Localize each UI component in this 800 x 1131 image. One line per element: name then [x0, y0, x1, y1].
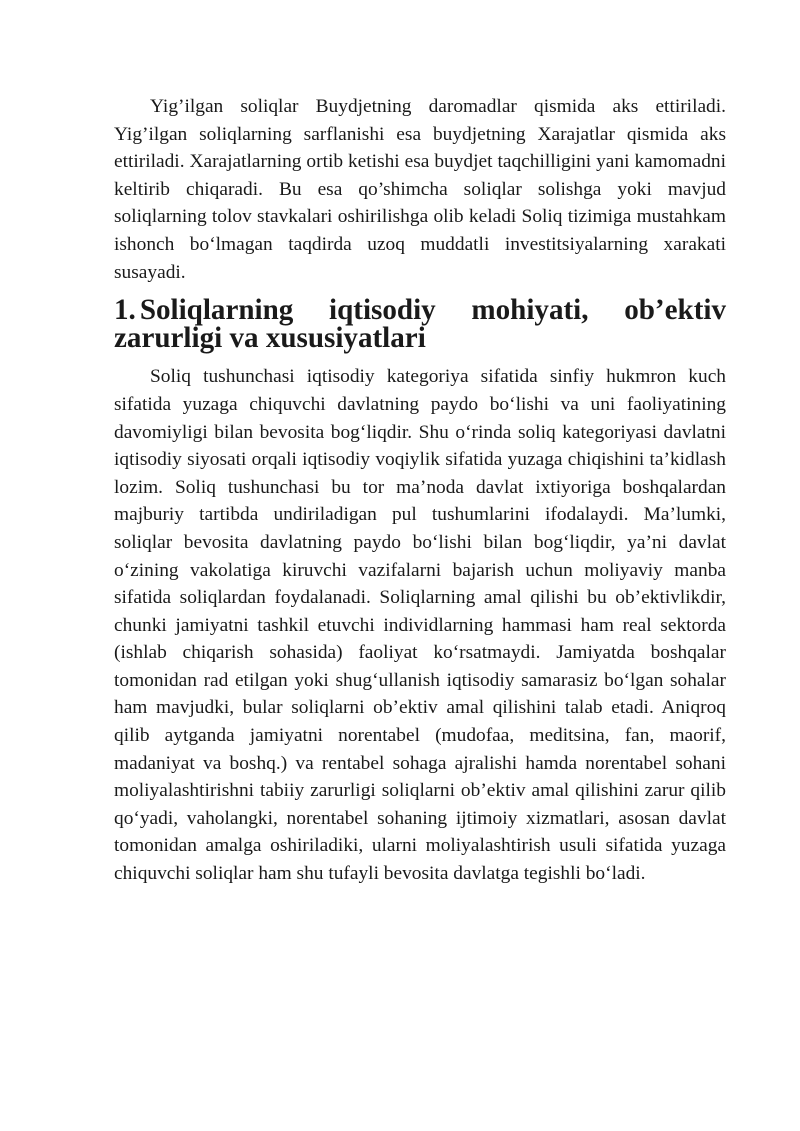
document-page	[114, 93, 726, 888]
intro-paragraph: Yig’ilgan soliqlar Buydjetning daromadlar qismida aks ettiriladi. Yig’ilgan soliqlarning sarflanishi esa buydjetning Xarajatlar qismida aks ettiriladi. Xarajatlarning ortib ketishi esa buydjet taqchilligini yani kamomadni keltirib chiqaradi. Bu esa qo’shimcha soliqlar solishga yoki mavjud soliqlarning tolov stavkalari oshirilishga olib keladi Soliq tizimiga mustahkam ishonch bo‘lmagan taqdirda uzoq muddatli investitsiyalarning xarakati susayadi.	[114, 96, 726, 283]
body-paragraph: Soliq tushunchasi iqtisodiy kategoriya sifatida sinfiy hukmron kuch sifatida yuzaga chiquvchi davlatning paydo bo‘lishi va uni faoliyatining davomiyligi bilan bevosita bog‘liqdir. Shu o‘rinda soliq kategoriyasi davlatni iqtisodiy siyosati orqali iqtisodiy voqiylik sifatida yuzaga chiqishini ta’kidlash lozim. Soliq tushunchasi bu tor ma’noda davlat ixtiyoriga boshqalardan majburiy tartibda undiriladigan pul tushumlarini ifodalaydi. Ma’lumki, soliqlar bevosita davlatning paydo bo‘lishi bilan bog‘liqdir, ya’ni davlat o‘zining vakolatiga kiruvchi vazifalarni bajarish uchun moliyaviy manba sifatida soliqlardan foydalanadi. Soliqlarning amal qilishi bu ob’ektivlikdir, chunki jamiyatni tashkil etuvchi individlarning hammasi ham real sektorda (ishlab chiqarish sohasida) faoliyat ko‘rsatmaydi. Jamiyatda boshqalar tomonidan rad etilgan yoki shug‘ullanish iqtisodiy samarasiz bo‘lgan sohalar ham mavjudki, bular soliqlarni ob’ektiv amal qilishini talab etadi. Aniqroq qilib aytganda jamiyatni norentabel (mudofaa, meditsina, fan, maorif, madaniyat va boshq.) va rentabel sohaga ajralishi hamda norentabel sohani moliyalashtirishni tabiiy zarurligi soliqlarni ob’ektiv amal qilishini zarur qilib qo‘yadi, vaholangki, norentabel sohaning ijtimoiy xizmatlari, asosan davlat tomonidan amalga oshiriladiki, ularni moliyalashtirish usuli sifatida yuzaga chiquvchi soliqlar ham shu tufayli bevosita davlatga tegishli bo‘ladi.	[114, 366, 726, 885]
section-heading	[114, 294, 726, 354]
section-number: 1.	[114, 294, 136, 327]
section-title: Soliqlarning iqtisodiy mohiyati, ob’ektiv zarurligi va xususiyatlari	[114, 294, 726, 354]
